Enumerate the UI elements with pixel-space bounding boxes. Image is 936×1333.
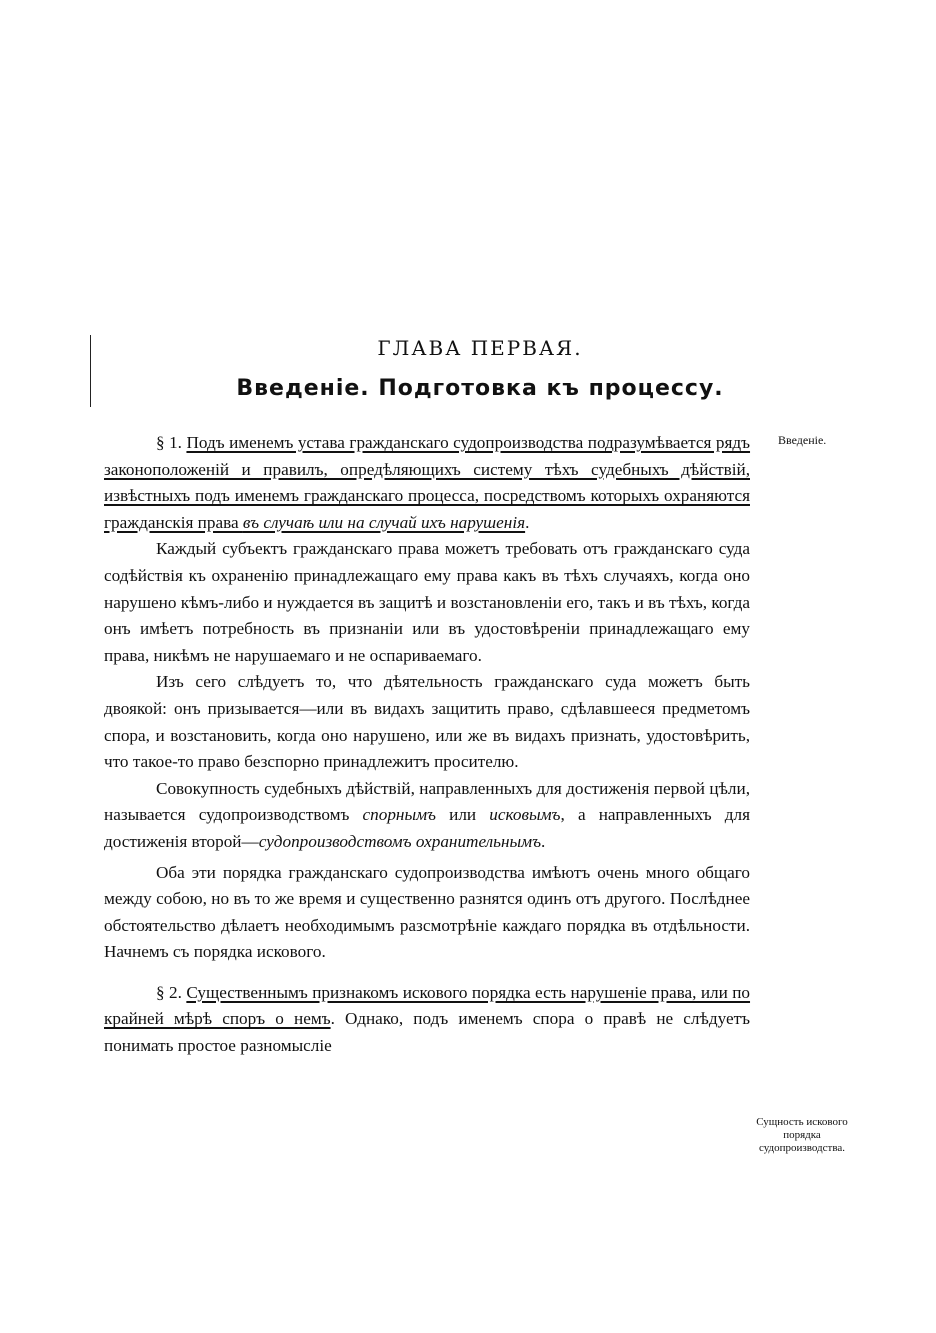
emphasized-text: исковымъ <box>489 805 561 825</box>
paragraph: Оба эти порядка гражданскаго судопроизводства имѣютъ очень много общаго между собою, но въ то же время и существенно разнятся одинъ отъ другого. Послѣднее обстоятельство дѣлаетъ необходимымъ разсмотрѣніе каждаго порядка въ отдѣльности. Начнемъ съ порядка искового. <box>104 862 750 962</box>
emphasized-text: въ случаѣ или на случай ихъ нарушенія <box>242 512 526 532</box>
chapter-subtitle: Введеніе. Подготовка къ процессу. <box>236 376 724 401</box>
paragraph-text: Подъ именемъ устава гражданскаго судопроизводства подразумѣвается рядъ законоположеній и правилъ, опредѣляющихъ систему тѣхъ судебныхъ дѣйствій, извѣстныхъ подъ именемъ гражданскаго процесса, посредствомъ которыхъ охраняются гражданскія права <box>104 433 751 532</box>
emphasized-text: судопроизводствомъ охранительнымъ <box>258 831 542 851</box>
margin-note-essence: Сущность искового порядка судопроизводства. <box>756 1116 848 1154</box>
paragraph <box>104 776 750 856</box>
paragraph-text: . <box>525 512 530 532</box>
paragraph-text: . Однако, подъ именемъ спора о правѣ не слѣдуетъ понимать простое разномысліе <box>104 1009 750 1056</box>
section-number: § 1. <box>156 433 182 452</box>
margin-note-introduction: Введеніе. <box>778 433 827 447</box>
paragraph-text: . <box>541 831 546 851</box>
paragraph: Изъ сего слѣдуетъ то, что дѣятельность гражданскаго суда можетъ быть двоякой: онъ призывается—или въ видахъ защитить право, сдѣлавшееся предметомъ спора, и возстановить, когда оно нарушено, или же въ видахъ признать, удостовѣрить, что такое-то право безспорно принадлежитъ просителю. <box>104 672 750 772</box>
paragraph-text: или <box>435 805 490 825</box>
paragraph-section-2 <box>104 980 750 1060</box>
body-text <box>104 430 750 1060</box>
paragraph-text: Существеннымъ признакомъ искового порядка есть нарушеніе права, или по крайней мѣрѣ споръ о немъ <box>104 982 751 1029</box>
emphasized-text: спорнымъ <box>362 805 436 825</box>
section-number: § 2. <box>156 982 182 1002</box>
page-edge-line <box>90 335 91 407</box>
paragraph-text: , а направленныхъ для достиженія второй— <box>104 805 750 851</box>
paragraph: Каждый субъектъ гражданскаго права можетъ требовать отъ гражданскаго суда содѣйствія къ охраненію принадлежащаго ему права какъ въ тѣхъ случаяхъ, когда оно нарушено кѣмъ-либо и нуждается въ защитѣ и возстановленіи его, такъ и въ тѣхъ, когда онъ имѣетъ потребность въ признаніи или въ удостовѣреніи принадлежащаго ему права, никѣмъ не нарушаемаго и не оспариваемаго. <box>104 539 750 665</box>
paragraph-section-1 <box>104 430 750 536</box>
chapter-title: ГЛАВА ПЕРВАЯ. <box>377 336 583 360</box>
paragraph-text: Совокупность судебныхъ дѣйствій, направленныхъ для достиженія первой цѣли, называется судопроизводствомъ <box>104 778 750 825</box>
